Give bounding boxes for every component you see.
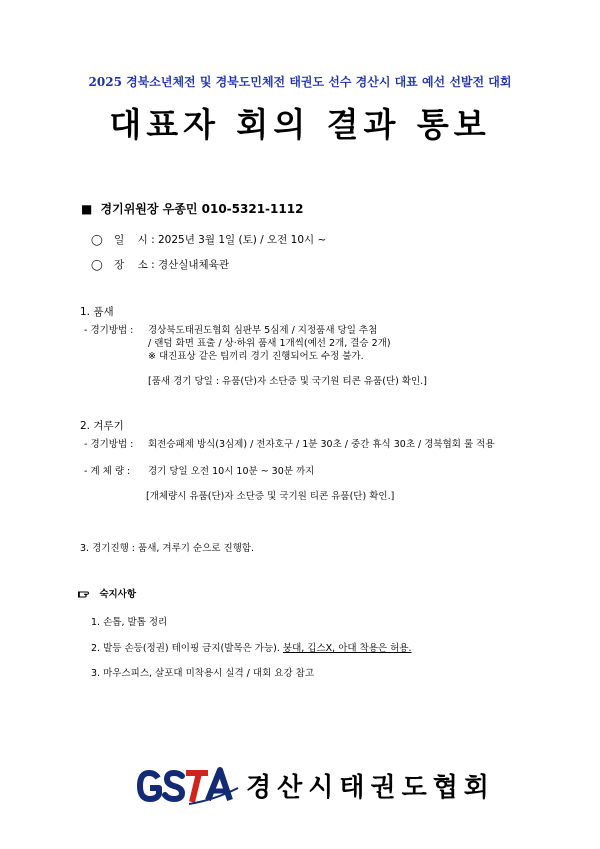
notices-heading: 숙지사항 <box>99 589 137 600</box>
info-place <box>91 257 229 272</box>
section1-heading: 1. 품새 <box>80 306 114 318</box>
square-bullet-icon: ■ <box>81 202 93 216</box>
association-name: 경산시태권도협회 <box>246 772 495 803</box>
info-value: : 2025년 3월 1일 (토) / 오전 10시 ~ <box>151 234 327 246</box>
notice-number: 2. <box>91 643 101 654</box>
notice-number: 3. <box>91 668 101 679</box>
notice-number: 1. <box>91 617 101 628</box>
info-label: 일 시 <box>114 234 148 246</box>
notice-text: 마우스피스, 살포대 미착용시 실격 / 대회 요강 참고 <box>103 668 315 679</box>
association-logo <box>134 764 495 806</box>
info-date <box>91 232 326 247</box>
section1-line: ※ 대진표상 같은 팀끼리 경기 진행되어도 수정 불가. <box>148 351 364 362</box>
section2-method: 회전승패제 방식(3심제) / 전자호구 / 1분 30초 / 중간 휴식 30초 / 경북협회 룰 적용 <box>148 439 495 450</box>
event-title: 2025 경북소년체전 및 경북도민체전 태권도 선수 경산시 대표 예선 선발전 대회 <box>88 75 512 89</box>
section3-text: 3. 경기진행 : 품새, 겨루기 순으로 진행함. <box>80 543 255 554</box>
section1-note: [품새 경기 당일 : 유품(단)자 소단증 및 국기원 티콘 유품(단) 확인.] <box>148 376 427 387</box>
notice-item <box>91 665 314 679</box>
contact-line <box>81 200 303 217</box>
section1-line: / 랜덤 화면 표출 / 상·하위 품새 1개씩(예선 2개, 결승 2개) <box>148 338 391 349</box>
notice-item <box>91 614 167 628</box>
circle-bullet-icon: ◯ <box>91 259 103 271</box>
notice-item <box>91 640 412 654</box>
section1-line: 경상북도태권도협회 심판부 5심제 / 지정품새 당일 추첨 <box>148 325 378 336</box>
section1-method-label: - 경기방법 : <box>84 325 134 336</box>
info-label: 장 소 <box>114 259 148 271</box>
document-title: 대표자 회의 결과 통보 <box>109 105 491 144</box>
pointing-hand-icon <box>78 589 92 601</box>
notice-text: 발등 손등(정권) 테이핑 금지(발목은 가능). <box>103 643 280 654</box>
notice-text: 손톱, 발톱 정리 <box>103 617 168 628</box>
contact-text: 경기위원장 우종민 010-5321-1112 <box>100 202 304 216</box>
gsta-logo-mark <box>134 764 240 806</box>
notices-heading-row <box>78 586 136 601</box>
section2-method-label: - 경기방법 : <box>84 439 134 450</box>
section2-heading: 2. 겨루기 <box>80 420 124 432</box>
section2-weigh-label: - 계 체 량 : <box>84 466 131 477</box>
circle-bullet-icon: ◯ <box>91 234 103 246</box>
section2-note: [개체량시 유품(단)자 소단증 및 국기원 티콘 유품(단) 확인.] <box>146 491 395 502</box>
section2-weigh: 경기 당일 오전 10시 10분 ~ 30분 까지 <box>148 466 315 477</box>
info-value: : 경산실내체육관 <box>151 259 229 271</box>
notice-text-underlined: 붕대, 깁스X, 아대 착용은 허용. <box>282 643 412 654</box>
